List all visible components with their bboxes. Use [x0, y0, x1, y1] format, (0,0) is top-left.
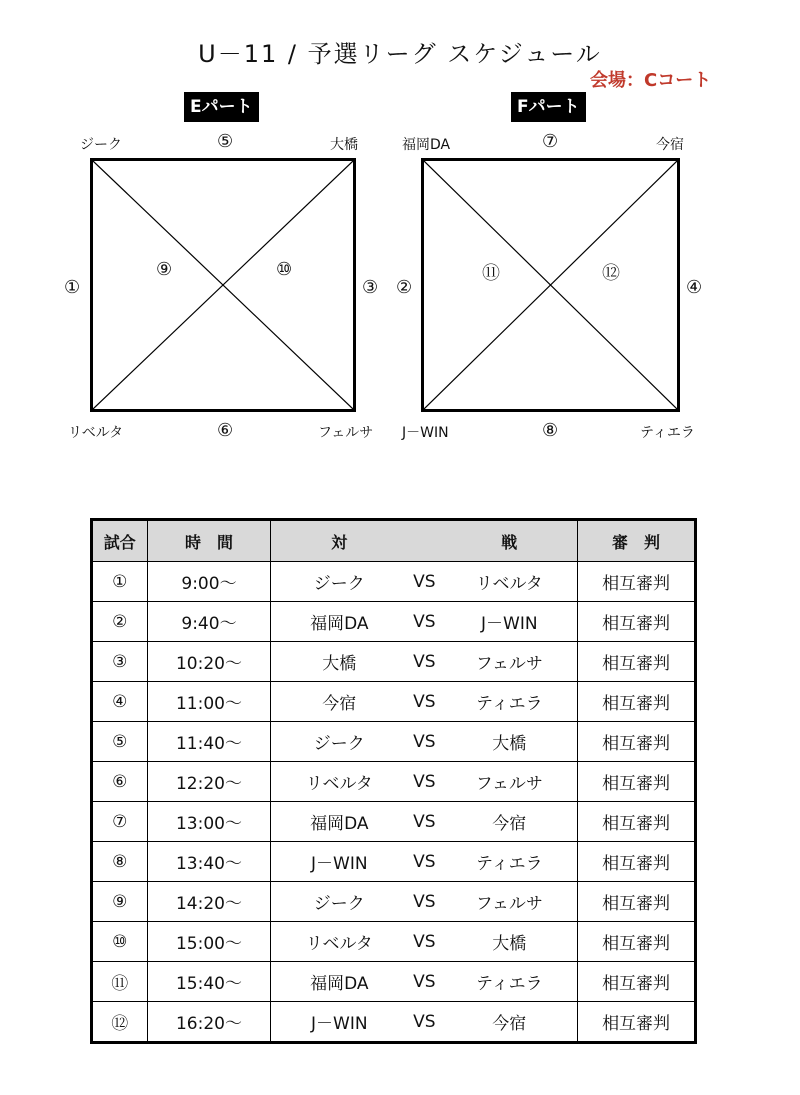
venue-label: 会場：Cコート	[590, 70, 712, 91]
match-number-cell: ⑧	[92, 842, 148, 882]
table-row	[92, 602, 696, 642]
part-f-league-square	[421, 158, 680, 412]
part-f-match-bottom: ⑧	[542, 420, 559, 441]
home-team: 大橋	[322, 654, 357, 674]
pairing-cell	[271, 722, 578, 762]
schedule-body	[92, 562, 696, 1043]
time-cell: 9:00～	[147, 562, 271, 602]
match-number-cell: ⑩	[92, 922, 148, 962]
table-row	[92, 642, 696, 682]
table-row	[92, 962, 696, 1002]
pairing-cell	[271, 602, 578, 642]
home-team: リベルタ	[305, 934, 373, 954]
time-cell: 15:00～	[147, 922, 271, 962]
pairing-cell	[271, 1002, 578, 1043]
vs-label: VS	[413, 651, 436, 672]
match-number-cell: ⑥	[92, 762, 148, 802]
home-team: ジーク	[313, 574, 365, 594]
vs-label: VS	[413, 691, 436, 712]
part-e-team-bottom-right: フェルサ	[318, 425, 374, 441]
time-cell: 13:40～	[147, 842, 271, 882]
table-row	[92, 922, 696, 962]
away-team: ティエラ	[475, 854, 543, 874]
part-f-label: Fパート	[511, 92, 586, 122]
part-e-match-diag-left: ⑨	[156, 259, 173, 280]
table-row	[92, 682, 696, 722]
pairing-cell	[271, 642, 578, 682]
vs-label: VS	[413, 971, 436, 992]
part-f-diagonals	[424, 161, 677, 409]
home-team: ジーク	[313, 894, 365, 914]
part-e-match-right: ③	[362, 277, 379, 298]
vs-label: VS	[413, 811, 436, 832]
referee-cell: 相互審判	[578, 802, 696, 842]
table-row	[92, 882, 696, 922]
away-team: フェルサ	[475, 774, 543, 794]
time-cell: 10:20～	[147, 642, 271, 682]
table-row	[92, 762, 696, 802]
page-title: U－11 / 予選リーグ スケジュール	[198, 40, 602, 68]
home-team: 福岡DA	[310, 614, 369, 634]
part-e-match-top: ⑤	[217, 131, 234, 152]
match-number-cell: ⑪	[92, 962, 148, 1002]
vs-label: VS	[413, 891, 436, 912]
part-e-match-diag-right: ⑩	[276, 259, 293, 280]
pairing-cell	[271, 562, 578, 602]
time-cell: 12:20～	[147, 762, 271, 802]
pairing-cell	[271, 882, 578, 922]
part-e-match-bottom: ⑥	[217, 420, 234, 441]
header-pairing-right: 戦	[501, 532, 518, 552]
table-row	[92, 802, 696, 842]
part-f-match-left: ②	[396, 277, 413, 298]
vs-label: VS	[413, 1011, 436, 1032]
home-team: リベルタ	[305, 774, 373, 794]
pairing-cell	[271, 802, 578, 842]
part-f-team-top-right: 今宿	[656, 137, 684, 153]
table-row	[92, 842, 696, 882]
table-row	[92, 1002, 696, 1043]
home-team: 今宿	[322, 694, 357, 714]
vs-label: VS	[413, 851, 436, 872]
pairing-cell	[271, 762, 578, 802]
pairing-cell	[271, 682, 578, 722]
part-f-match-diag-right: ⑫	[602, 263, 620, 284]
away-team: ティエラ	[475, 694, 543, 714]
part-f-match-right: ④	[686, 277, 703, 298]
away-team: 今宿	[492, 814, 527, 834]
home-team: 福岡DA	[310, 814, 369, 834]
part-f-team-bottom-left: J－WIN	[402, 425, 449, 441]
referee-cell: 相互審判	[578, 722, 696, 762]
time-cell: 13:00～	[147, 802, 271, 842]
part-e-league-square	[90, 158, 356, 412]
header-pairing-left: 対	[331, 532, 348, 552]
referee-cell: 相互審判	[578, 682, 696, 722]
table-header-row	[92, 520, 696, 562]
vs-label: VS	[413, 931, 436, 952]
match-number-cell: ①	[92, 562, 148, 602]
home-team: J－WIN	[311, 854, 368, 874]
time-cell: 11:00～	[147, 682, 271, 722]
away-team: フェルサ	[475, 894, 543, 914]
pairing-cell	[271, 922, 578, 962]
home-team: J－WIN	[311, 1014, 368, 1034]
table-row	[92, 722, 696, 762]
match-number-cell: ③	[92, 642, 148, 682]
pairing-cell	[271, 842, 578, 882]
away-team: 大橋	[492, 934, 527, 954]
match-number-cell: ⑦	[92, 802, 148, 842]
part-f-match-diag-left: ⑪	[482, 263, 500, 284]
table-row	[92, 562, 696, 602]
match-number-cell: ②	[92, 602, 148, 642]
time-cell: 15:40～	[147, 962, 271, 1002]
part-f-team-top-left: 福岡DA	[402, 137, 451, 153]
home-team: ジーク	[313, 734, 365, 754]
away-team: 今宿	[492, 1014, 527, 1034]
away-team: J－WIN	[481, 614, 538, 634]
part-f-team-bottom-right: ティエラ	[640, 425, 695, 441]
referee-cell: 相互審判	[578, 1002, 696, 1043]
match-number-cell: ④	[92, 682, 148, 722]
vs-label: VS	[413, 731, 436, 752]
away-team: フェルサ	[475, 654, 543, 674]
match-number-cell: ⑫	[92, 1002, 148, 1043]
referee-cell: 相互審判	[578, 562, 696, 602]
pairing-cell	[271, 962, 578, 1002]
part-e-match-left: ①	[64, 277, 81, 298]
header-referee: 審 判	[578, 520, 696, 562]
referee-cell: 相互審判	[578, 762, 696, 802]
part-e-diagonals	[93, 161, 353, 409]
vs-label: VS	[413, 771, 436, 792]
referee-cell: 相互審判	[578, 922, 696, 962]
part-e-team-top-left: ジーク	[80, 137, 122, 153]
part-e-team-top-right: 大橋	[330, 137, 358, 153]
referee-cell: 相互審判	[578, 842, 696, 882]
away-team: 大橋	[492, 734, 527, 754]
vs-label: VS	[413, 611, 436, 632]
home-team: 福岡DA	[310, 974, 369, 994]
schedule-table	[90, 518, 697, 1044]
time-cell: 9:40～	[147, 602, 271, 642]
match-number-cell: ⑤	[92, 722, 148, 762]
time-cell: 16:20～	[147, 1002, 271, 1043]
header-time: 時 間	[147, 520, 271, 562]
referee-cell: 相互審判	[578, 962, 696, 1002]
vs-label: VS	[413, 571, 436, 592]
part-f-match-top: ⑦	[542, 131, 559, 152]
match-number-cell: ⑨	[92, 882, 148, 922]
part-e-team-bottom-left: リベルタ	[68, 425, 124, 441]
part-e-label: Eパート	[184, 92, 259, 122]
header-match: 試合	[92, 520, 148, 562]
time-cell: 11:40～	[147, 722, 271, 762]
header-pairing	[271, 520, 578, 562]
referee-cell: 相互審判	[578, 882, 696, 922]
away-team: ティエラ	[475, 974, 543, 994]
referee-cell: 相互審判	[578, 642, 696, 682]
away-team: リベルタ	[475, 574, 543, 594]
time-cell: 14:20～	[147, 882, 271, 922]
referee-cell: 相互審判	[578, 602, 696, 642]
